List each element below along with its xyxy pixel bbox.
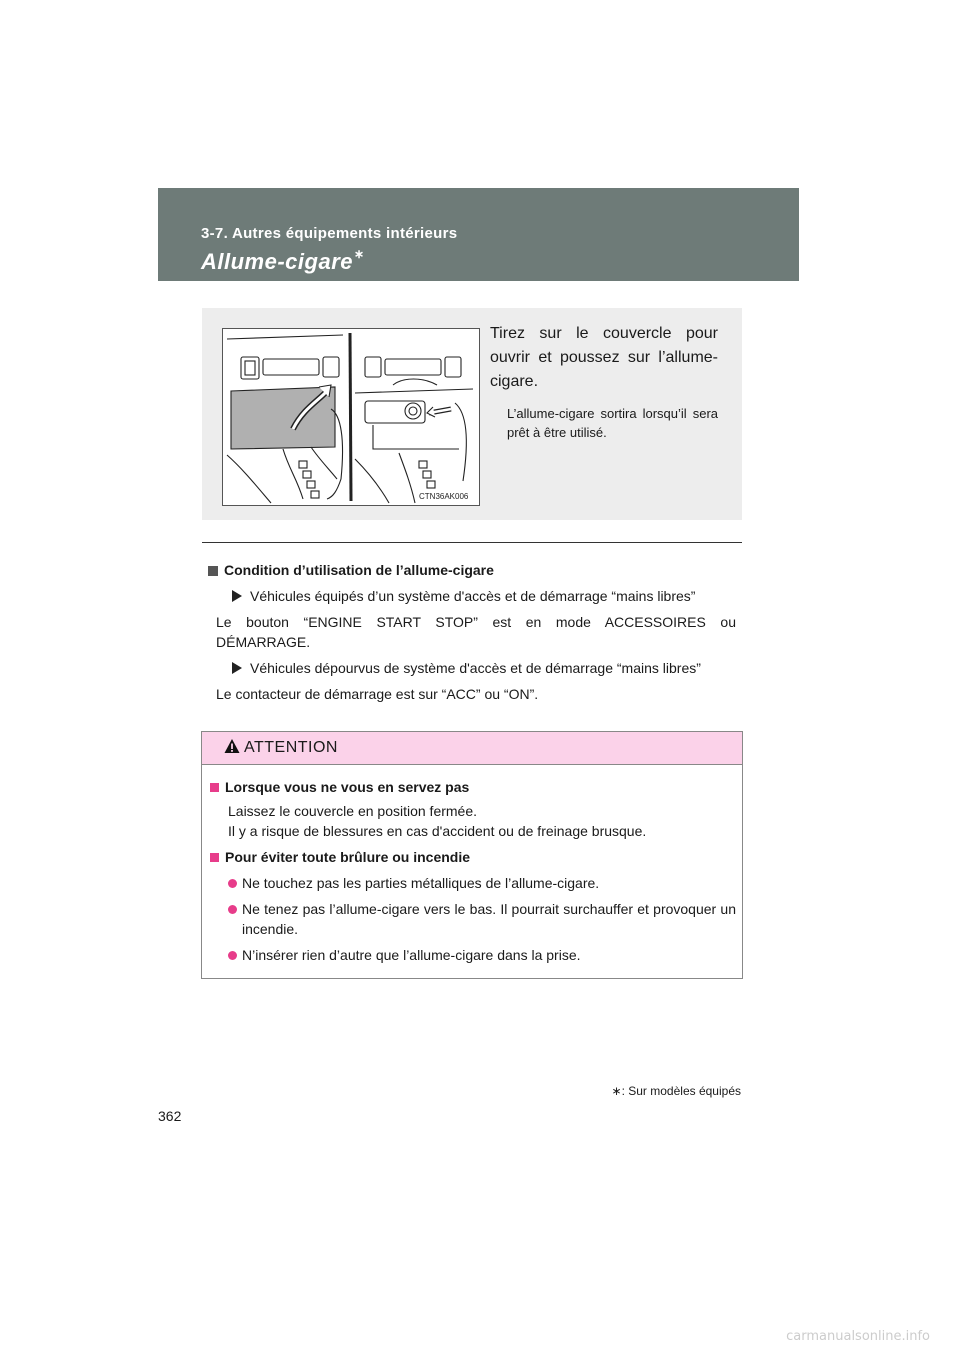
section-divider xyxy=(202,542,742,543)
figure-text xyxy=(490,322,718,442)
attention-bullet-1-text: Ne touchez pas les parties métalliques de l’allume-cigare. xyxy=(242,875,600,891)
triangle-arrow-icon xyxy=(232,662,242,674)
footnote: ∗: Sur modèles équipés xyxy=(611,1084,741,1098)
pink-dot-icon xyxy=(228,905,237,914)
attention-heading-1-text: Lorsque vous ne vous en servez pas xyxy=(225,779,470,795)
figure-code: CTN36AK006 xyxy=(419,492,469,501)
case2-label xyxy=(232,658,736,678)
pink-square-icon xyxy=(210,853,219,862)
case1-label xyxy=(232,586,736,606)
case1-text: Le bouton “ENGINE START STOP” est en mode ACCESSOIRES ou DÉMARRAGE. xyxy=(216,614,736,650)
attention-text-1 xyxy=(228,801,736,841)
attention-heading-1 xyxy=(210,777,736,797)
attention-text-1a: Laissez le couvercle en position fermée. xyxy=(228,803,478,819)
attention-heading-2 xyxy=(210,847,736,867)
cigarette-lighter-illustration xyxy=(223,329,479,505)
watermark[interactable]: carmanualsonline.info xyxy=(786,1329,930,1344)
attention-bullet-3 xyxy=(228,945,736,965)
case2-label-text: Véhicules dépourvus de système d'accès et de démarrage “mains libres” xyxy=(250,660,701,676)
figure-box xyxy=(202,308,742,520)
attention-text-1b: Il y a risque de blessures en cas d'accident ou de freinage brusque. xyxy=(228,823,647,839)
warning-triangle-icon xyxy=(224,738,240,754)
conditions-section xyxy=(208,560,736,704)
figure-note: L’allume-cigare sortira lorsqu’il sera prêt à être utilisé. xyxy=(507,406,718,440)
case1-label-text: Véhicules équipés d’un système d'accès et de démarrage “mains libres” xyxy=(250,588,696,604)
square-bullet-icon xyxy=(208,566,218,576)
attention-bullet-3-text: N’insérer rien d’autre que l’allume-cigare dans la prise. xyxy=(242,947,581,963)
attention-box xyxy=(201,731,743,979)
case2-text: Le contacteur de démarrage est sur “ACC” ou “ON”. xyxy=(216,686,539,702)
conditions-heading xyxy=(208,560,736,580)
section-label: 3-7. Autres équipements intérieurs xyxy=(201,225,458,242)
triangle-arrow-icon xyxy=(232,590,242,602)
attention-body xyxy=(202,765,742,965)
attention-title: ATTENTION xyxy=(244,739,338,756)
pink-dot-icon xyxy=(228,879,237,888)
attention-bullet-2-text: Ne tenez pas l’allume-cigare vers le bas. Il pourrait surchauffer et provoquer un incendie. xyxy=(242,901,736,937)
page-number: 362 xyxy=(158,1108,182,1124)
figure-instruction: Tirez sur le couvercle pour ouvrir et poussez sur l’allume-cigare. xyxy=(490,325,718,390)
page-title xyxy=(201,249,365,275)
attention-bullet-1 xyxy=(228,873,736,893)
page-title-text: Allume-cigare xyxy=(201,249,353,274)
pink-square-icon xyxy=(210,783,219,792)
attention-header xyxy=(202,732,742,765)
header-band xyxy=(158,188,799,281)
conditions-heading-text: Condition d’utilisation de l’allume-cigare xyxy=(224,562,494,578)
attention-heading-2-text: Pour éviter toute brûlure ou incendie xyxy=(225,849,471,865)
illustration xyxy=(222,328,480,506)
title-asterisk: ∗ xyxy=(354,247,365,261)
pink-dot-icon xyxy=(228,951,237,960)
attention-bullet-2 xyxy=(228,899,736,939)
